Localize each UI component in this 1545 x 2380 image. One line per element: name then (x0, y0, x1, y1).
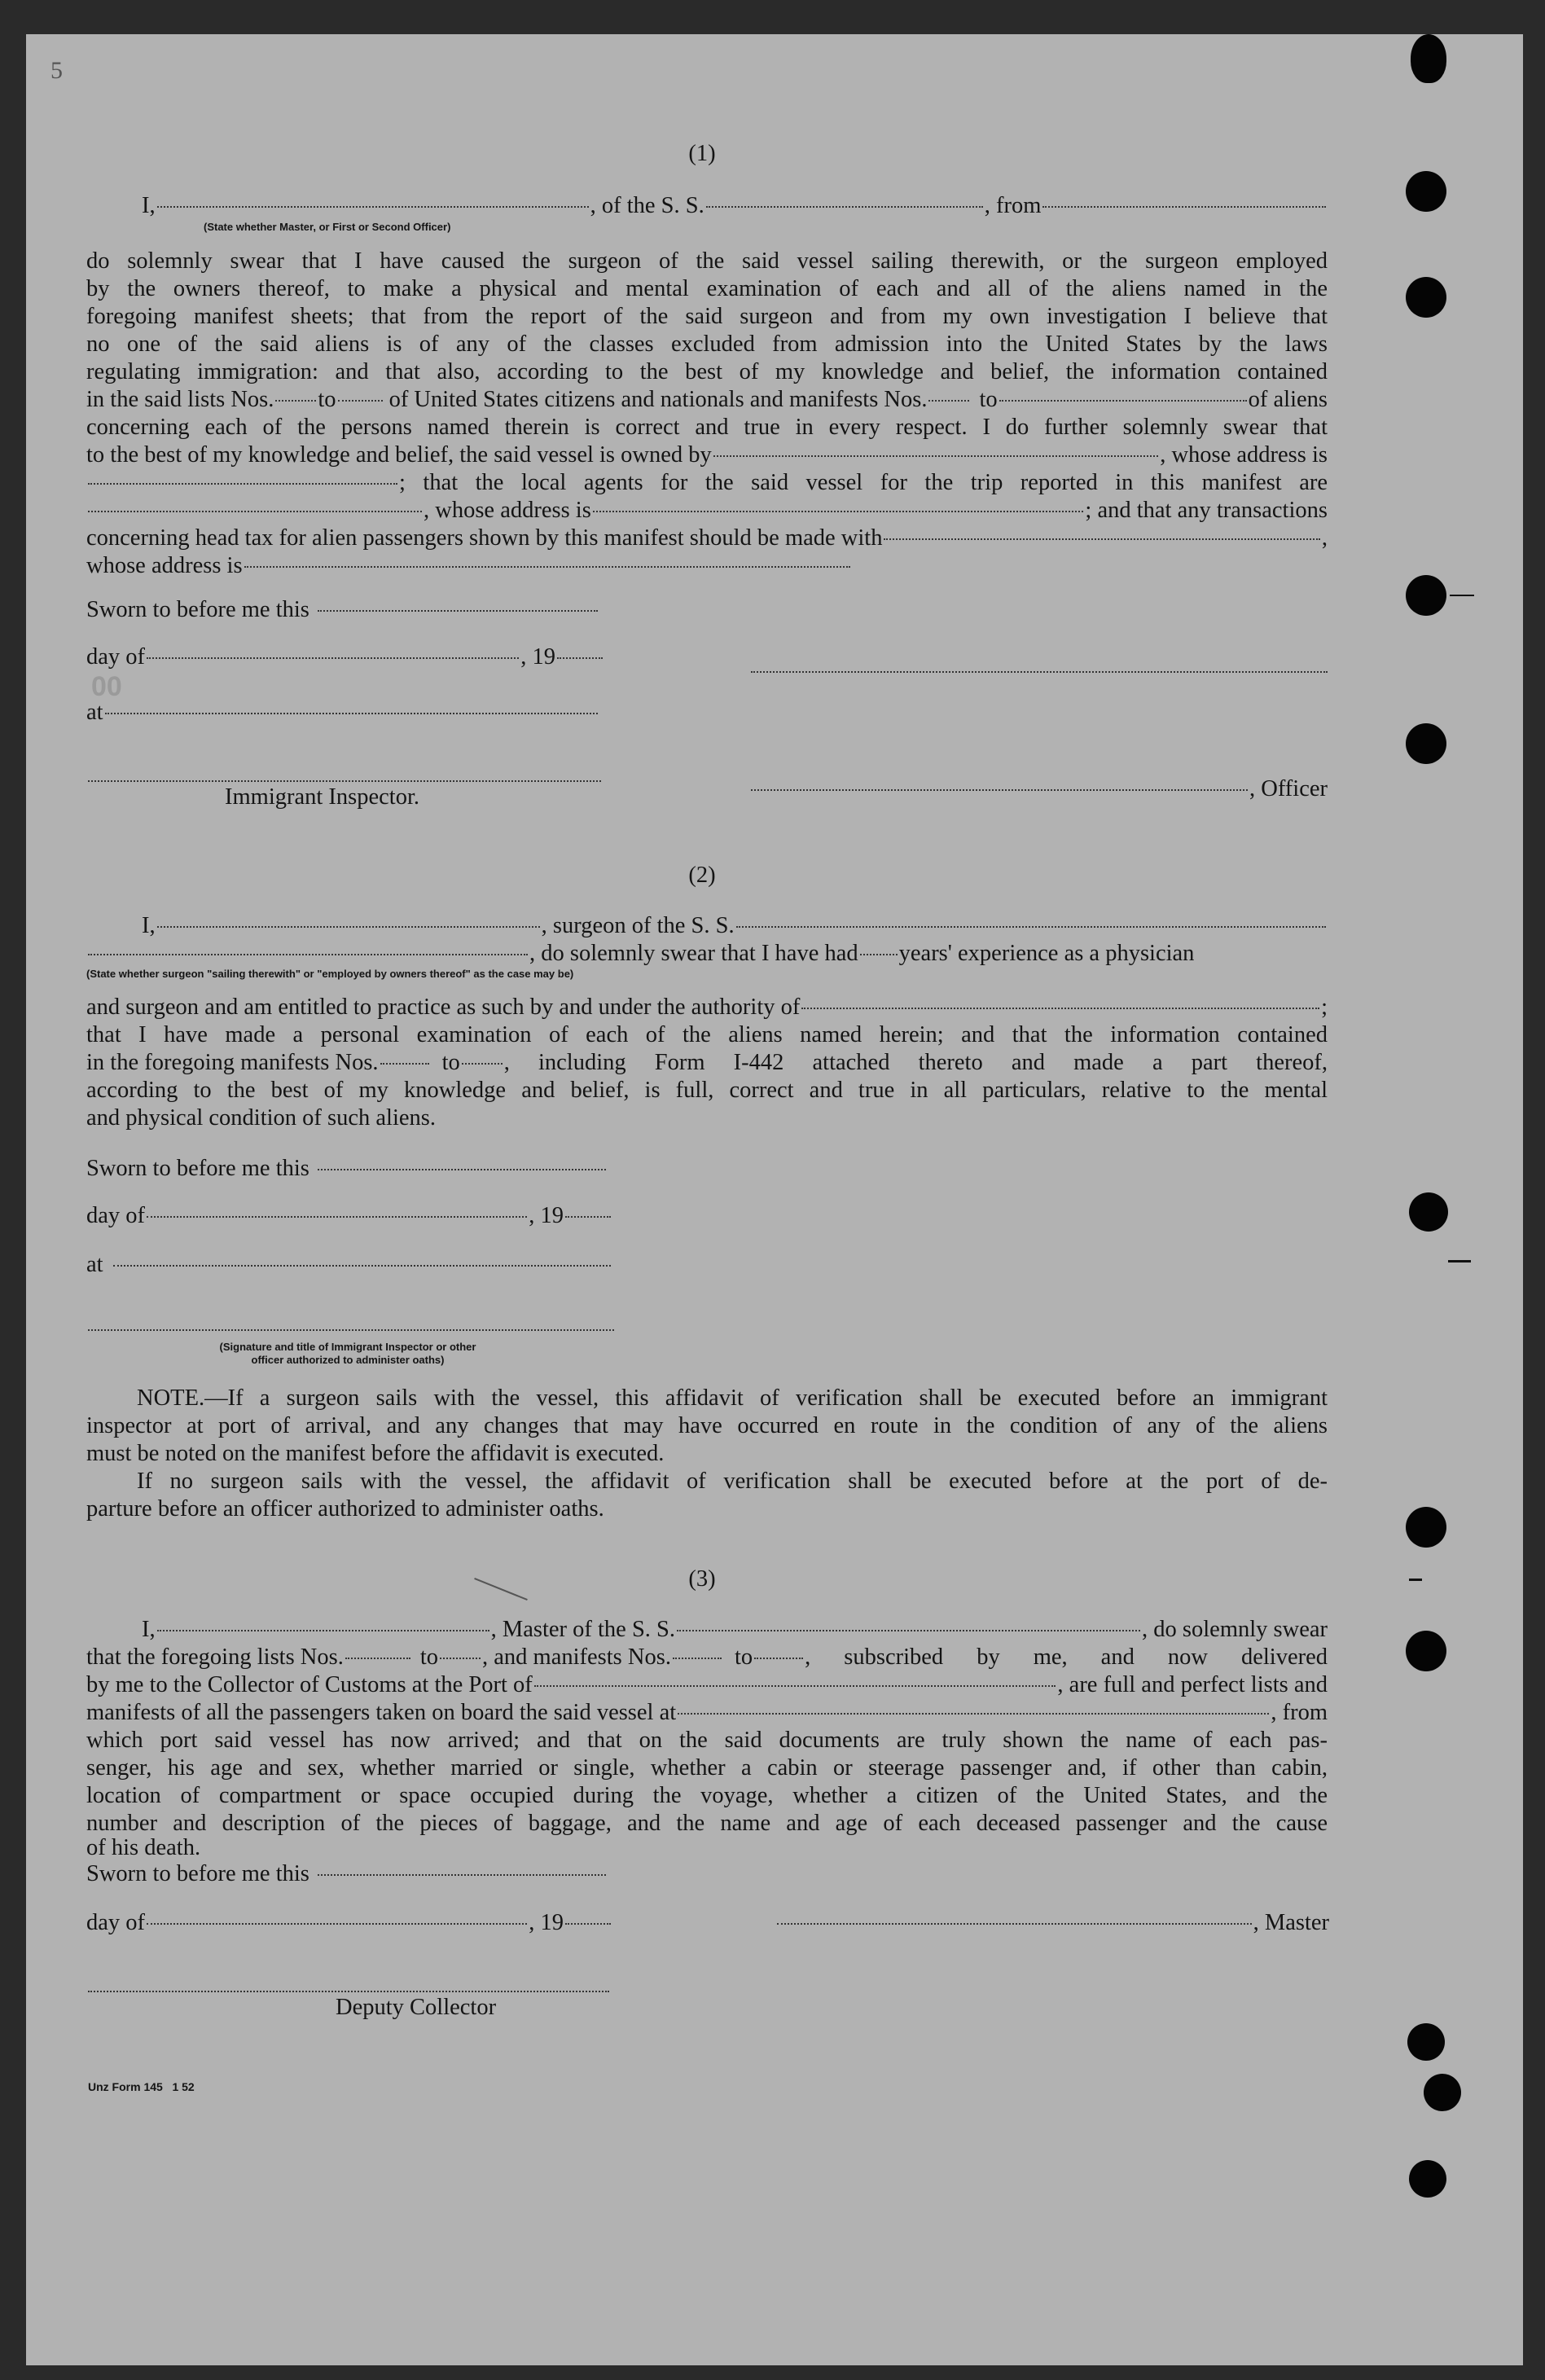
master-list-from-field[interactable] (345, 1658, 410, 1659)
text-line: inspector at port of arrival, and any changes that may have occurred en route in the condition of any of the aliens (86, 1413, 1328, 1438)
text-line: by the owners thereof, to make a physical and mental examination of each and all of the aliens named in the (86, 276, 1328, 301)
collector-signature-field[interactable] (88, 1991, 609, 1992)
caption-surgeon-status: (State whether surgeon "sailing therewith" or "employed by owners thereof" as the case may be) (86, 968, 574, 980)
customs-port-field[interactable] (534, 1685, 1056, 1687)
tick-mark (1450, 595, 1474, 596)
officer-name-field[interactable] (157, 206, 589, 208)
text-line: NOTE.—If a surgeon sails with the vessel, this affidavit of verification shall be executed before an immigrant (137, 1385, 1328, 1411)
inspector-signature-field[interactable] (88, 1329, 614, 1331)
master-signature-line: , Master (775, 1909, 1329, 1937)
tick-mark (1448, 1260, 1471, 1262)
text-line: foregoing manifest sheets; that from the report of the said surgeon and from my own investigation I believe that (86, 304, 1328, 329)
punch-hole (1406, 575, 1446, 616)
sworn-month-field[interactable] (147, 657, 519, 659)
manifest-page (26, 34, 1523, 2365)
from-port-field[interactable] (1042, 206, 1326, 208)
section-1-line-1: I, , of the S. S. , from (142, 192, 1328, 220)
text-line: parture before an officer authorized to administer oaths. (86, 1496, 604, 1522)
embarkation-port-field[interactable] (678, 1713, 1269, 1715)
form-number: Unz Form 145 1 52 (88, 2080, 195, 2093)
caption-officer-rank: (State whether Master, or First or Second Officer) (204, 221, 451, 233)
text-line: in the foregoing manifests Nos. to , including Form I-442 attached thereto and made a part thereof, (86, 1050, 1328, 1075)
agents-address-field[interactable] (593, 511, 1084, 512)
faint-stamp: 00 (91, 671, 122, 702)
punch-hole (1406, 1631, 1446, 1671)
sworn-line: Sworn to before me this (86, 596, 599, 624)
list-no-from-field[interactable] (275, 400, 316, 402)
text-line: and surgeon and am entitled to practice as such by and under the authority of ; (86, 995, 1328, 1020)
text-line: If no surgeon sails with the vessel, the affidavit of verification shall be executed before at the port of de- (137, 1469, 1328, 1494)
sworn-line: Sworn to before me this (86, 1860, 608, 1888)
sworn-day-field[interactable] (318, 1169, 606, 1170)
section-3-number: (3) (688, 1566, 716, 1592)
punch-hole (1424, 2074, 1461, 2111)
master-list-to-field[interactable] (440, 1658, 481, 1659)
master-name-field[interactable] (157, 1630, 489, 1631)
date-line: day of , 19 (86, 643, 604, 671)
punch-hole (1406, 277, 1446, 318)
text-line: regulating immigration: and that also, according to the best of my knowledge and belief, the information contained (86, 359, 1328, 384)
officer-signature-field[interactable] (751, 671, 1328, 673)
text-line: according to the best of my knowledge and belief, is full, correct and true in all particulars, relative to the mental (86, 1078, 1328, 1103)
sworn-month-field[interactable] (147, 1923, 527, 1925)
section-2-number: (2) (688, 863, 716, 888)
text-line: that I have made a personal examination of each of the aliens named herein; and that the information contained (86, 1022, 1328, 1047)
text-line: and physical condition of such aliens. (86, 1105, 436, 1131)
surgeon-name-field[interactable] (157, 926, 540, 928)
caption-inspector-signature: (Signature and title of Immigrant Inspector or other officer authorized to administer oaths) (219, 1341, 476, 1366)
deputy-collector-label: Deputy Collector (336, 1995, 497, 2020)
at-line: at (86, 1251, 612, 1279)
punch-hole (1407, 2023, 1445, 2061)
text-line: must be noted on the manifest before the affidavit is executed. (86, 1441, 665, 1466)
punch-hole (1406, 171, 1446, 212)
text-line: ; that the local agents for the said vessel for the trip reported in this manifest are (86, 469, 1328, 497)
text-line: no one of the said aliens is of any of the classes excluded from admission into the United States by the laws (86, 332, 1328, 357)
owner-address-field[interactable] (88, 483, 397, 485)
officer-title-field[interactable] (751, 789, 1248, 791)
tick-mark (1409, 1579, 1422, 1581)
text-line: manifests of all the passengers taken on board the said vessel at , from (86, 1700, 1328, 1725)
sworn-day-field[interactable] (318, 1874, 606, 1876)
section-2-paragraph (86, 994, 1328, 1132)
text-line: senger, his age and sex, whether married or single, whether a cabin or steerage passenger and, if other than cabin, (86, 1755, 1328, 1781)
pen-stroke (474, 1578, 528, 1601)
head-tax-address-field[interactable] (244, 566, 850, 568)
corner-mark: 5 (50, 57, 63, 84)
text-line: to the best of my knowledge and belief, the said vessel is owned by , whose address is (86, 442, 1328, 468)
manifest-no-from-field[interactable] (928, 400, 969, 402)
manifest-no-to-field[interactable] (999, 400, 1247, 402)
years-experience-field[interactable] (860, 954, 898, 955)
inspector-signature-field[interactable] (88, 780, 601, 782)
text-line: whose address is (86, 552, 852, 580)
owner-field[interactable] (713, 455, 1158, 457)
date-line: day of , 19 (86, 1202, 612, 1230)
surgeon-manifest-from-field[interactable] (380, 1063, 429, 1065)
head-tax-contact-field[interactable] (884, 538, 1319, 540)
authority-field[interactable] (801, 1008, 1319, 1009)
agents-field[interactable] (88, 511, 422, 512)
sworn-place-field[interactable] (105, 713, 598, 714)
section-1-paragraph (86, 248, 1328, 580)
section-3-paragraph (86, 1616, 1328, 1859)
text-line: by me to the Collector of Customs at the Port of , are full and perfect lists and (86, 1672, 1328, 1697)
master-vessel-field[interactable] (677, 1630, 1140, 1631)
section-1-number: (1) (688, 141, 716, 166)
master-signature-field[interactable] (777, 1923, 1252, 1925)
section-2-line-1: I, , surgeon of the S. S. (142, 912, 1328, 940)
text-line: that the foregoing lists Nos. to , and manifests Nos. to , subscribed by me, and now delivered (86, 1644, 1328, 1670)
immigrant-inspector-label: Immigrant Inspector. (225, 784, 420, 810)
sworn-place-field[interactable] (113, 1265, 611, 1267)
sworn-day-field[interactable] (318, 610, 598, 612)
text-line: which port said vessel has now arrived; and that on the said documents are truly shown the name of each pas- (86, 1728, 1328, 1753)
surgeon-vessel-field[interactable] (736, 926, 1326, 928)
sworn-line: Sworn to before me this (86, 1155, 608, 1183)
text-line: number and description of the pieces of baggage, and the name and age of each deceased passenger and the cause (86, 1811, 1328, 1836)
officer-line: , Officer (749, 775, 1328, 803)
text-line: of his death. (86, 1835, 201, 1860)
text-line: do solemnly swear that I have caused the surgeon of the said vessel sailing therewith, or the surgeon employed (86, 248, 1328, 274)
sworn-month-field[interactable] (147, 1216, 527, 1218)
vessel-name-field[interactable] (706, 206, 983, 208)
text-line: location of compartment or space occupied during the voyage, whether a citizen of the United States, and the (86, 1783, 1328, 1808)
list-no-to-field[interactable] (338, 400, 383, 402)
punch-hole (1409, 2160, 1446, 2198)
punch-hole (1406, 723, 1446, 764)
master-manifest-to-field[interactable] (754, 1658, 803, 1659)
section-2-line-2: , do solemnly swear that I have had years' experience as a physician (86, 940, 1328, 968)
punch-hole (1409, 1192, 1448, 1232)
surgeon-manifest-to-field[interactable] (462, 1063, 503, 1065)
sworn-year-field[interactable] (565, 1216, 611, 1218)
sworn-year-field[interactable] (565, 1923, 611, 1925)
master-manifest-from-field[interactable] (673, 1658, 722, 1659)
punch-hole (1411, 34, 1446, 83)
punch-hole (1406, 1507, 1446, 1548)
surgeon-status-field[interactable] (88, 954, 528, 955)
note-block (86, 1385, 1328, 1523)
date-line: day of , 19 (86, 1909, 612, 1937)
text-line: concerning head tax for alien passengers shown by this manifest should be made with , (86, 525, 1328, 551)
at-line: at (86, 699, 599, 727)
text-line: in the said lists Nos. to of United States citizens and nationals and manifests Nos. to of aliens (86, 387, 1328, 412)
sworn-year-field[interactable] (557, 657, 603, 659)
text-line: I, , Master of the S. S. , do solemnly swear (142, 1617, 1328, 1642)
text-line: , whose address is ; and that any transactions (86, 497, 1328, 525)
text-line: concerning each of the persons named therein is correct and true in every respect. I do further solemnly swear that (86, 415, 1328, 440)
